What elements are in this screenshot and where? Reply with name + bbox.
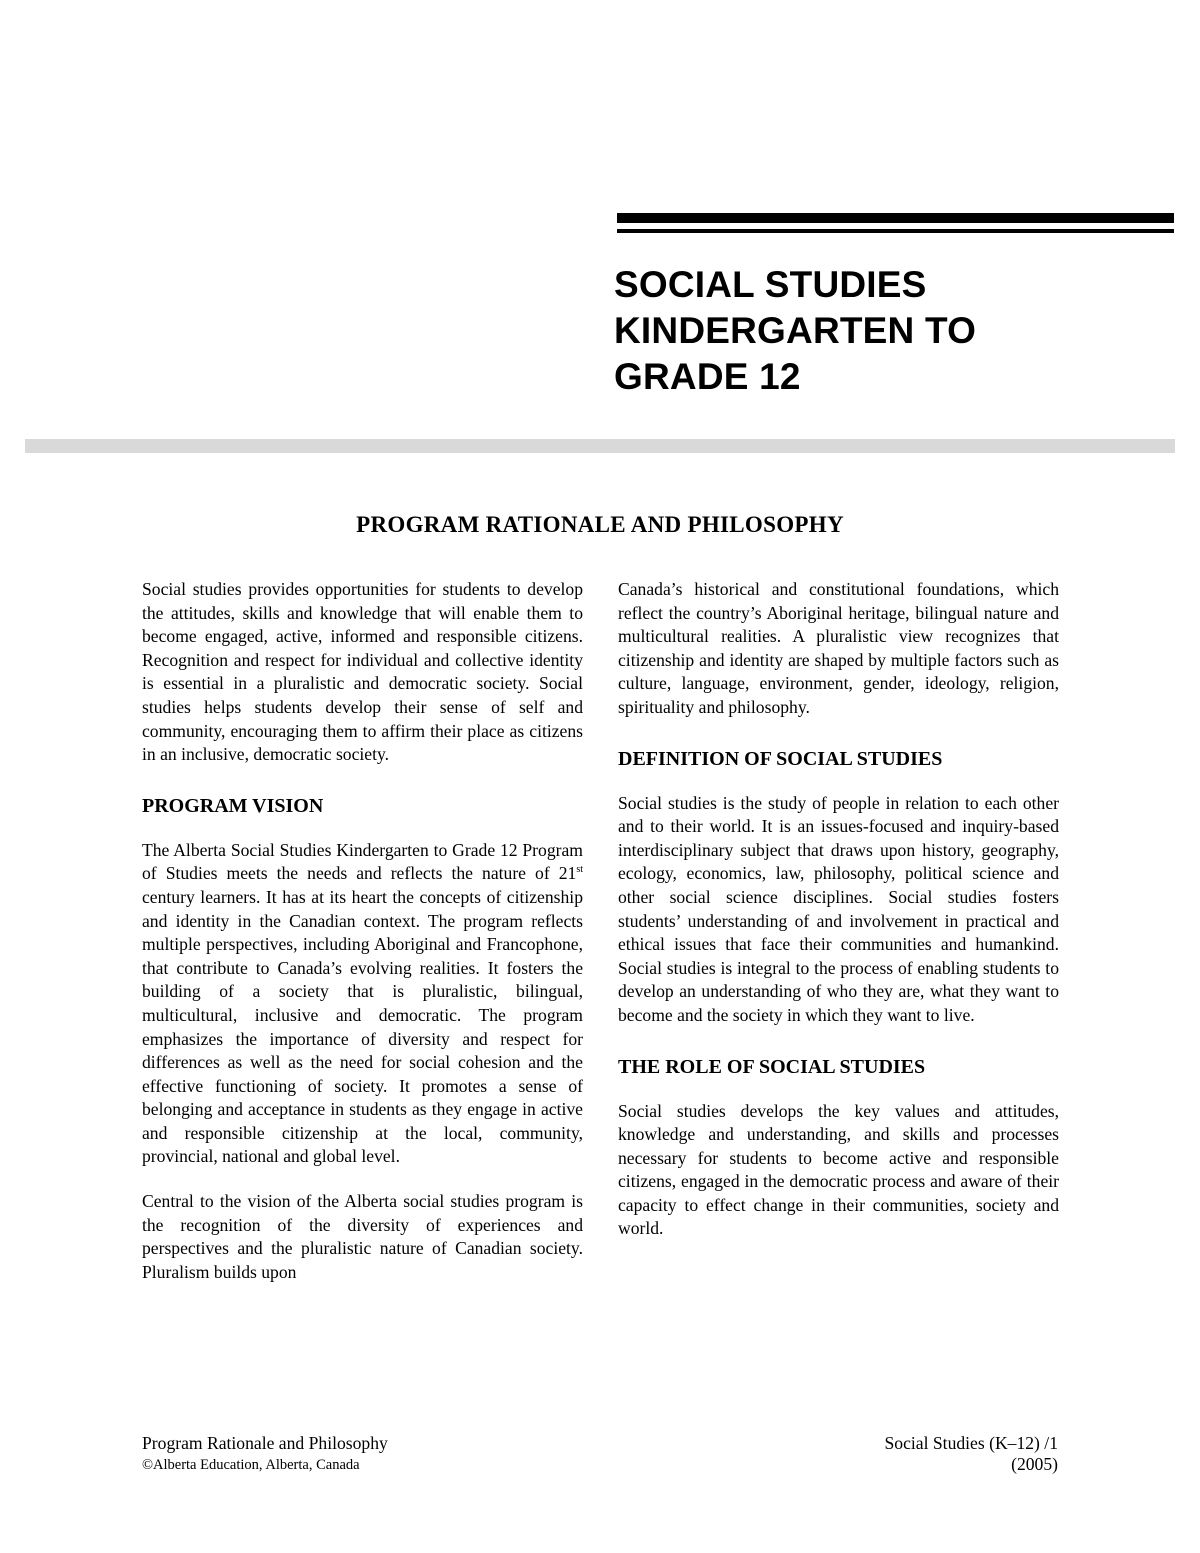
footer-section-name: Program Rationale and Philosophy xyxy=(142,1433,388,1453)
program-vision-heading: PROGRAM VISION xyxy=(142,794,324,817)
header-rule-thin xyxy=(617,229,1174,233)
footer-left xyxy=(142,1433,388,1474)
footer-right xyxy=(885,1433,1058,1475)
ordinal-superscript: st xyxy=(576,864,583,876)
footer-page-label: Social Studies (K–12) /1 xyxy=(884,1433,1058,1453)
document-title xyxy=(614,262,1174,400)
program-vision-paragraph-1: The Alberta Social Studies Kindergarten to Grade 12 Program of Studies meets the needs and reflects the nature of 21st century learners. It has at its heart the concepts of citizenship and identity in the Canadian context. The program reflects multiple perspectives, including Aboriginal and Francophone, that contribute to Canada’s evolving realities. It fosters the building of a society that is pluralistic, bilingual, multicultural, inclusive and democratic. The program emphasizes the importance of diversity and respect for differences as well as the need for social cohesion and the effective functioning of society. It promotes a sense of belonging and acceptance in students as they engage in active and responsible citizenship at the local, community, provincial, national and global level. xyxy=(142,839,583,1167)
title-line-2: KINDERGARTEN TO xyxy=(614,310,977,351)
definition-paragraph: Social studies is the study of people in relation to each other and to their world. It is an issues-focused and inquiry-based interdisciplinary subject that draws upon history, geography, ecology, economics, law, philosophy, political science and other social science disciplines. Social studies fosters students’ understanding of and involvement in practical and ethical issues that face their communities and humankind. Social studies is integral to the process of enabling students to develop an understanding of who they are, what they want to become and the society in which they want to live. xyxy=(618,792,1059,1025)
intro-paragraph: Social studies provides opportunities for students to develop the attitudes, skills and knowledge that will enable them to become engaged, active, informed and responsible citizens. Recognition and respect for individual and collective identity is essential in a pluralistic and democratic society. Social studies helps students develop their sense of self and community, encouraging them to affirm their place as citizens in an inclusive, democratic society. xyxy=(142,579,583,765)
program-vision-paragraph-2-continued: Canada’s historical and constitutional foundations, which reflect the country’s Aboriginal heritage, bilingual nature and multicultural realities. A pluralistic view recognizes that citizenship and identity are shaped by multiple factors such as culture, language, environment, gender, ideology, religion, spirituality and philosophy. xyxy=(618,579,1059,717)
section-divider-band xyxy=(25,439,1175,453)
footer-copyright: ©Alberta Education, Alberta, Canada xyxy=(142,1457,360,1473)
left-column xyxy=(142,578,583,1284)
program-vision-paragraph-2: Central to the vision of the Alberta social studies program is the recognition of the diversity of experiences and perspectives and the pluralistic nature of Canadian society. Pluralism builds upon xyxy=(142,1191,583,1282)
footer-year: (2005) xyxy=(1011,1454,1058,1474)
title-line-1: SOCIAL STUDIES xyxy=(614,264,927,305)
header-rule-thick xyxy=(617,213,1174,223)
title-line-3: GRADE 12 xyxy=(614,356,801,397)
definition-heading: DEFINITION OF SOCIAL STUDIES xyxy=(618,747,943,770)
main-heading: PROGRAM RATIONALE AND PHILOSOPHY xyxy=(356,512,844,537)
role-heading: THE ROLE OF SOCIAL STUDIES xyxy=(618,1055,926,1078)
right-column xyxy=(618,578,1059,1241)
role-paragraph: Social studies develops the key values and attitudes, knowledge and understanding, and skills and processes necessary for students to become active and responsible citizens, engaged in the democratic process and aware of their capacity to effect change in their communities, society and world. xyxy=(618,1100,1059,1239)
